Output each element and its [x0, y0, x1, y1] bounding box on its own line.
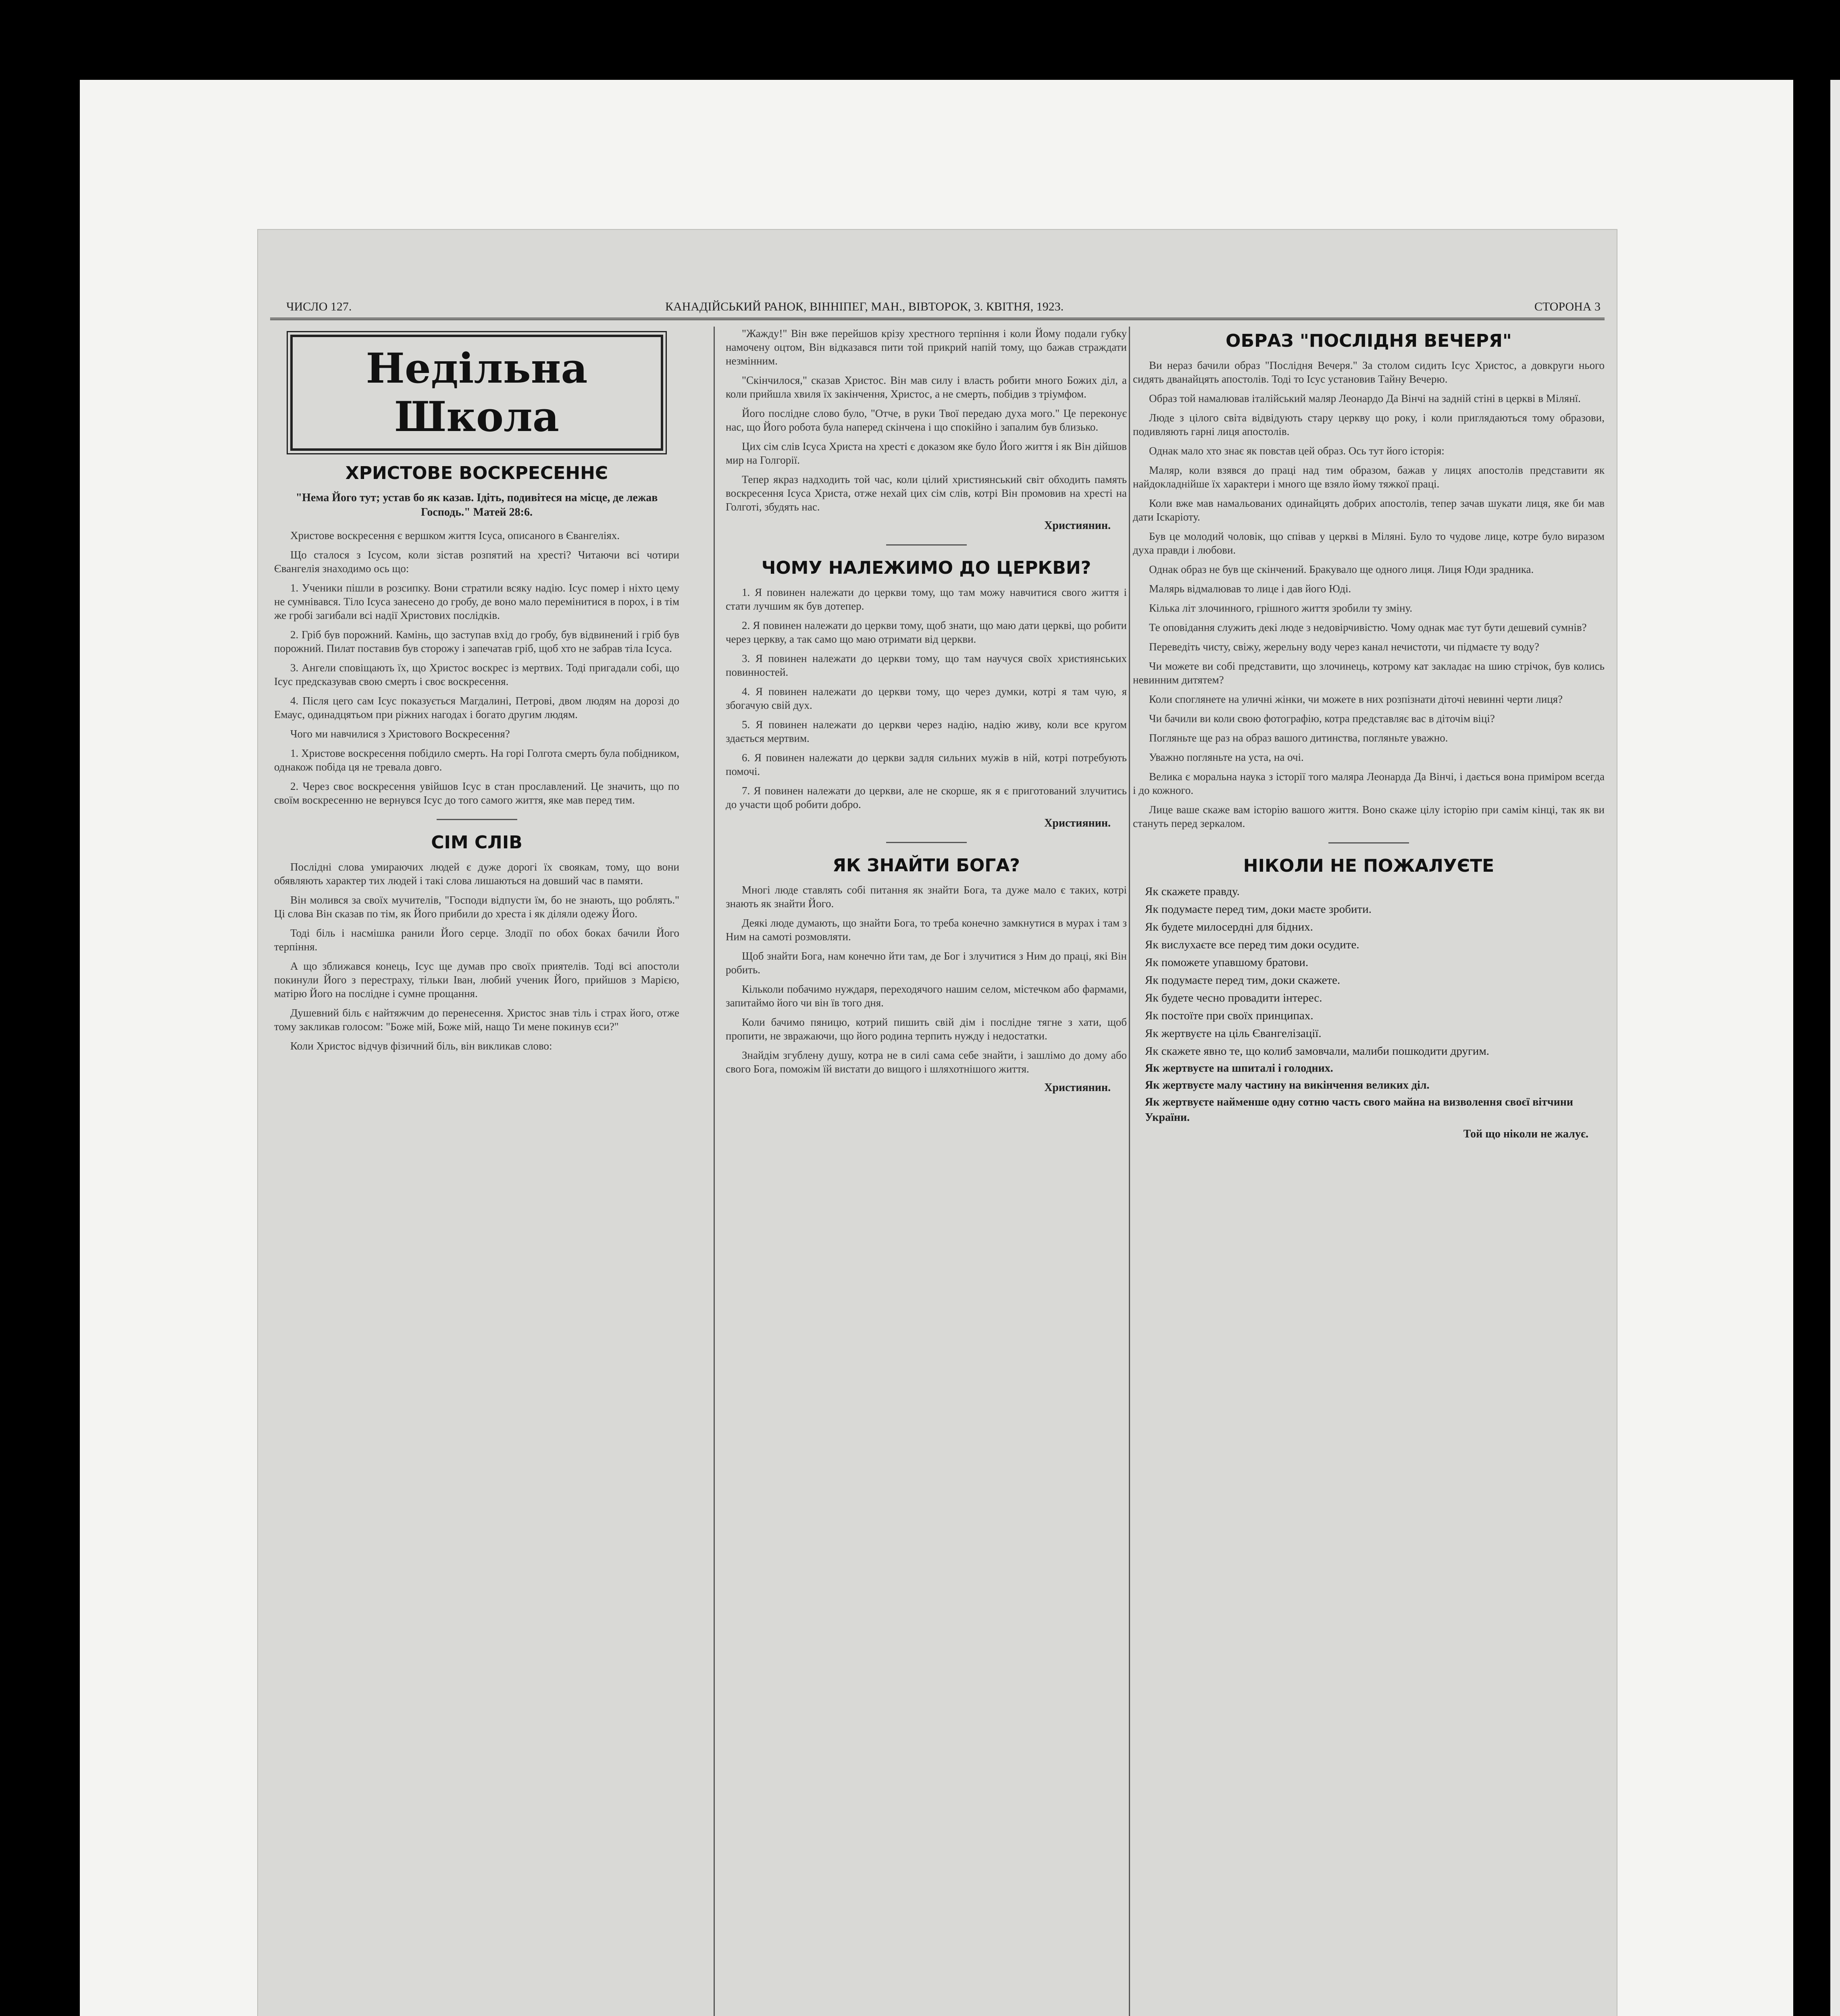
paragraph: А що зближався конець, Ісус ще думав про своїх приятелів. Тоді всі апостоли покинули Його з перестраху, тільки Іван, любий ученик Його, прийшов з Марією, матірю Його на послідне і сумне прощання. [274, 960, 679, 1000]
paragraph: 1. Христове воскресення побідило смерть. На горі Голгота смерть була побідником, однакож побіда ця не тревала довго. [274, 747, 679, 773]
list-item: Як поможете упавшому братови. [1145, 956, 1309, 969]
paragraph: Те оповідання служить декі люде з недовірчивістю. Чому однак має тут бути дешевий сумнів? [1149, 621, 1587, 633]
article-title: ЯК ЗНАЙТИ БОГА? [833, 855, 1020, 876]
paragraph: Переведіть чисту, свіжу, жерельну воду через канал нечистоти, чи підмаєте ту воду? [1149, 641, 1539, 653]
list-item: Як жертвуєте найменше одну сотню часть свого майна на визволення своєї вітчини України. [1145, 1096, 1574, 1124]
column-1 [274, 327, 679, 2016]
paragraph: Кілька літ злочинного, грішного життя зробили ту зміну. [1149, 602, 1413, 614]
column-rule [714, 327, 715, 2016]
paragraph: Щоб знайти Бога, нам конечно йти там, де Бог і злучитися з Ним до праці, які Він робить. [726, 950, 1127, 976]
list-item: Як подумаєте перед тим, доки скажете. [1145, 974, 1340, 987]
list-item: Як скажете правду. [1145, 885, 1240, 898]
paragraph: Малярь відмалював то лице і дав його Юді. [1149, 583, 1351, 595]
paragraph: 1. Я повинен належати до церкви тому, що там можу навчитися свого життя і стати лучшим як був дотепер. [726, 586, 1127, 612]
paragraph: Кільколи побачимо нуждаря, переходячого нашим селом, містечком або фармами, запитаймо його чи він їв того дня. [726, 983, 1127, 1009]
paragraph: Христове воскресення є вершком життя Ісуса, описаного в Євангеліях. [290, 529, 620, 541]
paragraph: Коли споглянете на уличні жінки, чи можете в них розпізнати діточі невинні черти лиця? [1149, 693, 1563, 705]
paragraph: Тоді біль і насмішка ранили Його серце. Злодії по обох боках бачили Його терпіння. [274, 927, 679, 953]
issue-number: ЧИСЛО 127. [286, 300, 352, 313]
paragraph: Однак мало хто знає як повстав цей образ. Ось тут його історія: [1149, 445, 1445, 457]
article-title: ЧОМУ НАЛЕЖИМО ДО ЦЕРКВИ? [761, 558, 1091, 578]
separator [1328, 842, 1409, 843]
signature: Християнин. [1044, 1081, 1111, 1094]
paragraph: Тепер якраз надходить той час, коли цілий християнський світ обходить память воскресення Ісуса Христа, отже нехай цих сім слів, котрі Він промовив на хресті на Голготі, збудять нас. [726, 473, 1127, 513]
paragraph: Знайдім згублену душу, котра не в силі сама себе знайти, і зашлімо до дому або свого Бога, поможім їй вистати до вищого і шляхотнішого життя. [726, 1049, 1127, 1075]
paragraph: Лице ваше скаже вам історію вашого життя. Воно скаже цілу історію при самім кінці, так як ви стануть перед зеркалом. [1133, 804, 1605, 829]
paragraph: Що сталося з Ісусом, коли зістав розпятий на хресті? Читаючи всі чотири Євангелія знаходимо ось що: [274, 549, 679, 575]
paragraph: Коли вже мав намальованих одинайцять добрих апостолів, тепер зачав шукати лиця, яке би мав дати Іскаріоту. [1133, 497, 1605, 523]
article-title: СІМ СЛІВ [431, 832, 522, 853]
paragraph: Він молився за своїх мучителів, "Господи відпусти їм, бо не знають, що роблять." Ці слова Він сказав по тім, як Його прибили до хреста і як діляли одежу Його. [274, 894, 679, 920]
masthead: КАНАДІЙСЬКИЙ РАНОК, ВІННІПЕГ, МАН., ВІВТОРОК, 3. КВІТНЯ, 1923. [665, 300, 1064, 313]
page-number: СТОРОНА 3 [1534, 300, 1601, 313]
paragraph: "Жажду!" Він вже перейшов крізу хрестного терпіння і коли Йому подали губку намочену оцтом, Він відказався пити той прикрий напій тому, що бажав страждати незмінним. [726, 327, 1127, 367]
list-item: Як скажете явно те, що колиб замовчали, малиби пошкодити другим. [1145, 1045, 1490, 1058]
article-title: НІКОЛИ НЕ ПОЖАЛУЄТЕ [1243, 856, 1494, 876]
paragraph: 2. Гріб був порожний. Камінь, що заступав вхід до гробу, був відвинений і гріб був порожний. Пилат поставив був сторожу і запечатав гріб, щоб хто не забрав тіла Ісуса. [274, 629, 679, 654]
separator [886, 842, 967, 843]
article-title: ОБРАЗ "ПОСЛІДНЯ ВЕЧЕРЯ" [1226, 331, 1512, 351]
list-item: Як будете милосердні для бідних. [1145, 921, 1313, 933]
newspaper-page [258, 230, 1617, 2016]
closing-line: Той що ніколи не жалує. [1463, 1128, 1588, 1140]
paragraph: Велика є моральна наука з історії того маляра Леонарда Да Вінчі, і дається вона приміром всегда і до кожного. [1133, 771, 1605, 796]
paragraph: Його послідне слово було, "Отче, в руки Твої передаю духа мого." Це переконує нас, що Його робота була наперед скінчена і що спокійно і запалим був близько. [726, 407, 1127, 433]
paragraph: 3. Ангели сповіщають їх, що Христос воскрес із мертвих. Тоді пригадали собі, що Ісус предсказував свою смерть і своє воскресення. [274, 662, 679, 687]
list-item: Як постоїте при своїх принципах. [1145, 1009, 1313, 1022]
paragraph: 4. Після цего сам Ісус показується Магдалині, Петрові, двом людям на дорозі до Емаус, одинадцятьом при ріжних нагодах і богато другим людям. [274, 695, 679, 721]
paragraph: Чого ми навчилися з Христового Воскресення? [290, 728, 510, 740]
paragraph: Цих сім слів Ісуса Христа на хресті є доказом яке було Його життя і як Він дійшов мир на Голгорії. [726, 440, 1127, 466]
article-title: ХРИСТОВЕ ВОСКРЕСЕННЄ [345, 463, 608, 483]
film-edge [1830, 80, 1840, 2016]
paragraph: Ви нераз бачили образ "Послідня Вечеря." За столом сидить Ісус Христос, а довкруги нього сидять дванайцять апостолів. Тоді то Ісус установив Тайну Вечерю. [1133, 359, 1605, 385]
paragraph: Коли бачимо пяницю, котрий пишить свій дім і послідне тягне з хати, щоб пропити, не звражаючи, що його родина терпить нужду і недостатки. [726, 1016, 1127, 1042]
paragraph: Однак образ не був ще скінчений. Бракувало ще одного лиця. Лиця Юди зрадника. [1149, 563, 1534, 575]
column-rule [1129, 327, 1130, 2016]
paragraph: 5. Я повинен належати до церкви через надію, надію живу, коли все кругом здається мертвим. [726, 719, 1127, 744]
column-2 [726, 327, 1127, 2016]
paragraph: 2. Через своє воскресення увійшов Ісус в стан прославлений. Це значить, що по своїм воскресенню не вернувся Ісус до того самого життя, яке мав перед тим. [274, 780, 679, 806]
separator [886, 544, 967, 546]
list-item: Як будете чесно провадити інтерес. [1145, 991, 1322, 1004]
paragraph: Коли Христос відчув фізичний біль, він викликав слово: [290, 1040, 552, 1052]
list-item: Як вислухаєте все перед тим доки осудите. [1145, 938, 1359, 951]
list-item: Як жертвуєте малу частину на викінчення великих діл. [1145, 1079, 1430, 1091]
list-item: Як жертвуєте на шпиталі і голодних. [1145, 1062, 1333, 1075]
paragraph: Чи можете ви собі представити, що злочинець, котрому кат закладає на шию стрічок, був колись невинним дитятем? [1133, 660, 1605, 686]
separator [437, 819, 517, 820]
paragraph: Чи бачили ви коли свою фотографію, котра представляє вас в діточім віці? [1149, 712, 1495, 725]
paragraph: Душевний біль є найтяжчим до перенесення. Христос знав тіль і страх його, отже тому закликав голосом: "Боже мій, Боже мій, нащо Ти мене покинув єси?" [274, 1007, 679, 1033]
paragraph: 4. Я повинен належати до церкви тому, що через думки, котрі я там чую, я збогачую свій дух. [726, 685, 1127, 711]
paragraph: 2. Я повинен належати до церкви тому, щоб знати, що маю дати церкві, що робити через церкву, а так само що маю отримати від церкви. [726, 619, 1127, 645]
epigraph: "Нема Його тут; устав бо як казав. Ідіть, подивітеся на місце, де лежав Господь." Матей 28:6. [296, 492, 658, 519]
paragraph: Маляр, коли взявся до праці над тим образом, бажав у лицях апостолів представити як найдокладнійше їх характери і много ще взяло йому тяжкої праці. [1133, 464, 1605, 490]
paragraph: 7. Я повинен належати до церкви, але не скорше, як я є приготований злучитись до участи щоб робити добро. [726, 785, 1127, 810]
paragraph: Многі люде ставлять собі питання як знайти Бога, та дуже мало є таких, котрі знають як знайти Його. [726, 884, 1127, 910]
paragraph: 1. Ученики пішли в розсипку. Вони стратили всяку надію. Ісус помер і ніхто цему не сумнівався. Тіло Ісуса занесено до гробу, де воно мало перемінитися в порох, і в тім же гробі загибали всі надії Христових послідків. [274, 582, 679, 621]
paragraph: "Скінчилося," сказав Христос. Він мав силу і власть робити много Божих діл, а коли прийшла хвиля їх закінчення, Христос, а не смерть, побідив з тріумфом. [726, 374, 1127, 400]
page-header [270, 298, 1605, 320]
paragraph: Деякі люде думають, що знайти Бога, то треба конечно замкнутися в мурах і там з Ним на самоті розмовляти. [726, 917, 1127, 943]
signature: Християнин. [1044, 817, 1111, 829]
paragraph: Уважно погляньте на уста, на очі. [1149, 751, 1304, 763]
paragraph: 6. Я повинен належати до церкви задля сильних мужів в ній, котрі потребують помочі. [726, 752, 1127, 777]
paragraph: Погляньте ще раз на образ вашого дитинства, погляньте уважно. [1149, 732, 1448, 744]
list-item: Як жертвуєте на ціль Євангелізації. [1145, 1027, 1322, 1040]
list-item: Як подумаєте перед тим, доки маєте зробити. [1145, 903, 1372, 916]
paragraph: Був це молодий чоловік, що співав у церкві в Міляні. Було то чудове лице, котре було виразом духа правди і любови. [1133, 530, 1605, 556]
paragraph: 3. Я повинен належати до церкви тому, що там научуся своїх християнських повинностей. [726, 652, 1127, 678]
signature: Християнин. [1044, 519, 1111, 532]
paragraph: Образ той намалював італійський маляр Леонардо Да Вінчі на задній стіні в церкві в Мілянї. [1149, 392, 1581, 404]
column-3 [1133, 327, 1605, 2016]
section-title: Недільна Школа [290, 335, 663, 451]
paragraph: Послідні слова умираючих людей є дуже дорогі їх своякам, тому, що вони обявляють характер тих людей і такі слова лишаються на довший час в памяти. [274, 861, 679, 887]
paragraph: Люде з цілого світа відвідують стару церкву що року, і коли приглядаються тому образови, подивляють гарні лиця апостолів. [1133, 412, 1605, 437]
